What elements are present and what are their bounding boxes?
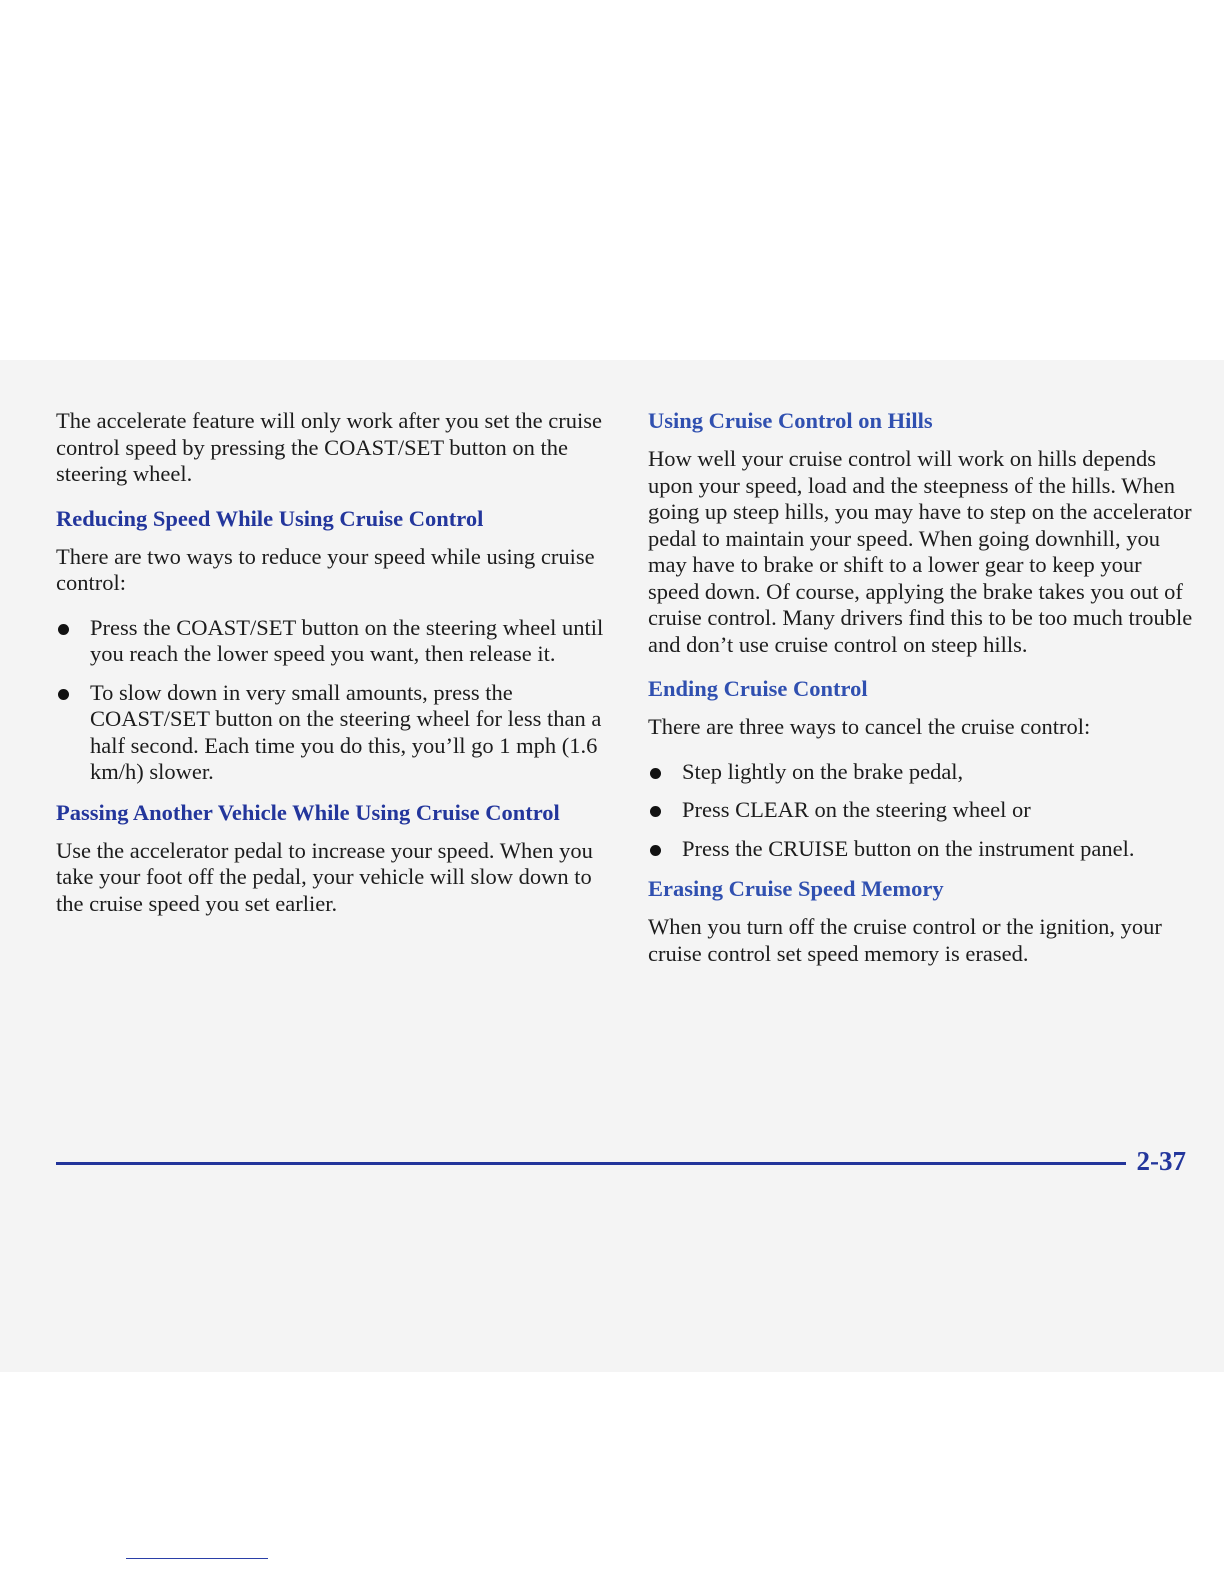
list-item: To slow down in very small amounts, press the COAST/SET button on the steering wheel for less than a half second. Each time you do this, you’ll go 1 mph (1.6 km/h) slower. xyxy=(56,680,608,786)
bullet-icon xyxy=(58,624,69,635)
ending-cruise-heading: Ending Cruise Control xyxy=(648,676,868,701)
reducing-speed-list xyxy=(56,615,608,786)
right-column xyxy=(648,408,1196,985)
hills-text: How well your cruise control will work on hills depends upon your speed, load and the steepness of the hills. When going up steep hills, you may have to step on the accelerator pedal to maintain your speed. When going downhill, you may have to brake or shift to a lower gear to keep your speed down. Of course, applying the brake takes you out of cruise control. Many drivers find this to be too much trouble and don’t use cruise control on steep hills. xyxy=(648,446,1193,657)
list-item: Press the COAST/SET button on the steering wheel until you reach the lower speed you want, then release it. xyxy=(56,615,608,668)
passing-vehicle-heading: Passing Another Vehicle While Using Cruise Control xyxy=(56,799,560,825)
left-column xyxy=(56,408,608,935)
list-item: Press CLEAR on the steering wheel or xyxy=(648,797,1196,824)
list-item: Press the CRUISE button on the instrument panel. xyxy=(648,836,1196,863)
ending-cruise-list xyxy=(648,759,1196,863)
erasing-memory-heading: Erasing Cruise Speed Memory xyxy=(648,876,944,901)
intro-paragraph: The accelerate feature will only work after you set the cruise control speed by pressing the COAST/SET button on the steering wheel. xyxy=(56,408,602,486)
bullet-icon xyxy=(650,806,661,817)
hills-heading: Using Cruise Control on Hills xyxy=(648,408,933,433)
reducing-speed-heading: Reducing Speed While Using Cruise Control xyxy=(56,505,484,531)
passing-vehicle-text: Use the accelerator pedal to increase your speed. When you take your foot off the pedal, your vehicle will slow down to the cruise speed you set earlier. xyxy=(56,837,593,916)
bullet-icon xyxy=(58,689,69,700)
link-underline xyxy=(126,1558,268,1559)
bullet-icon xyxy=(650,845,661,856)
list-item: Step lightly on the brake pedal, xyxy=(648,759,1196,786)
bullet-icon xyxy=(650,768,661,779)
reducing-speed-text: There are two ways to reduce your speed while using cruise control: xyxy=(56,543,595,595)
erasing-memory-text: When you turn off the cruise control or the ignition, your cruise control set speed memory is erased. xyxy=(648,914,1162,966)
ending-cruise-text: There are three ways to cancel the cruise control: xyxy=(648,714,1091,739)
page-number: 2-37 xyxy=(1136,1146,1186,1176)
footer-rule xyxy=(56,1162,1126,1165)
